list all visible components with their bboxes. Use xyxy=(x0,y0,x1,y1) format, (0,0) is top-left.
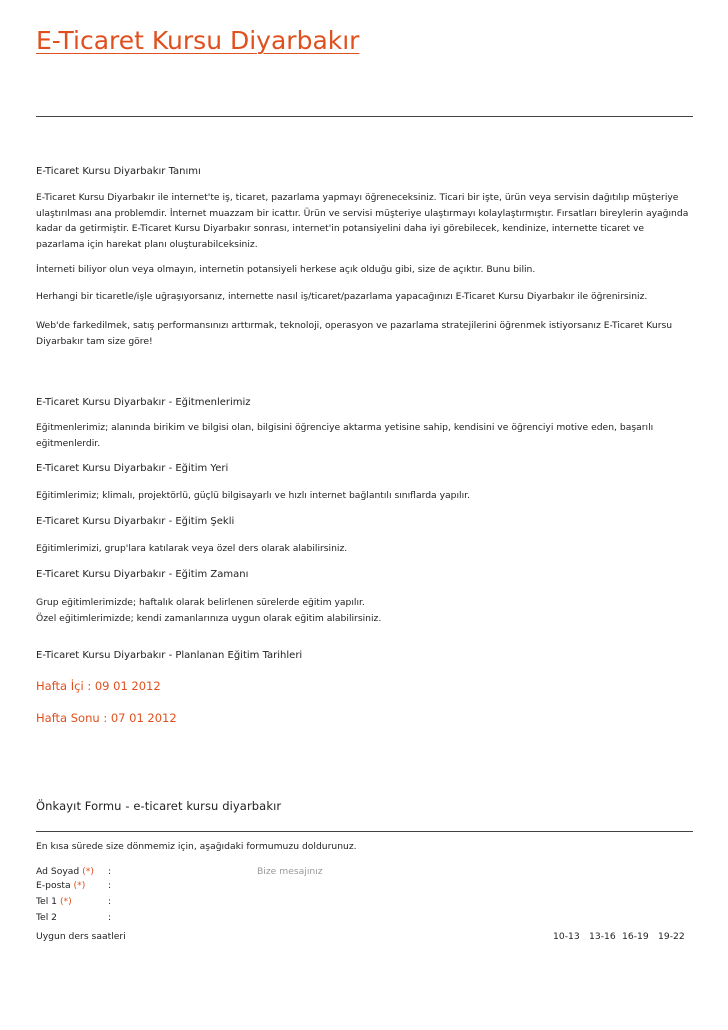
egitmen-paragraph xyxy=(36,420,696,451)
web-line-1: Web'de farkedilmek, satış performansınızı arttırmak, teknoloji, operasyon ve pazarlama stratejilerini öğrenmek istiyorsanız E-Ticaret Kursu xyxy=(36,320,673,331)
egitmen-heading: E-Ticaret Kursu Diyarbakır - Eğitmenlerimiz xyxy=(36,397,251,408)
top-divider xyxy=(36,116,693,117)
tel2-colon: : xyxy=(108,912,112,923)
name-label: Ad Soyad xyxy=(36,866,80,877)
form-title: Önkayıt Formu - e-ticaret kursu diyarbakır xyxy=(36,799,282,813)
tel1-label: Tel 1 xyxy=(36,896,58,907)
email-label: E-posta xyxy=(36,880,71,891)
yer-heading: E-Ticaret Kursu Diyarbakır - Eğitim Yeri xyxy=(36,463,229,474)
zaman-paragraph xyxy=(36,595,696,626)
tanim-paragraph xyxy=(36,190,696,252)
tanim-line-1: E-Ticaret Kursu Diyarbakır ile internet'te iş, ticaret, pazarlama yapmayı öğreneceksiniz. Ticari bir işte, ürün veya servisin dağıtılıp müşteriye xyxy=(36,192,679,203)
egitmen-line-1: Eğitmenlerimiz; alanında birikim ve bilgisi olan, bilgisini öğrenciye aktarma yetisine sahip, kendisini ve öğrenciyi motive eden, başarılı xyxy=(36,422,654,433)
ticaret-paragraph: Herhangi bir ticaretle/işle uğraşıyorsanız, internette nasıl iş/ticaret/pazarlama yapacağınızı E-Ticaret Kursu Diyarbakır ile öğrenirsiniz. xyxy=(36,291,648,302)
web-line-2: Diyarbakır tam size göre! xyxy=(36,335,153,347)
hour-option-19-22[interactable]: 19-22 xyxy=(658,931,685,942)
tel2-label: Tel 2 xyxy=(36,912,58,923)
hour-option-10-13[interactable]: 10-13 xyxy=(553,931,580,942)
tel1-label-row xyxy=(36,896,72,907)
sekil-paragraph: Eğitimlerimizi, grup'lara katılarak veya özel ders olarak alabilirsiniz. xyxy=(36,543,348,554)
tarih-heading: E-Ticaret Kursu Diyarbakır - Planlanan Eğitim Tarihleri xyxy=(36,650,303,661)
email-colon: : xyxy=(108,880,112,891)
name-label-row xyxy=(36,866,94,877)
tel1-required-mark: (*) xyxy=(59,896,72,907)
yer-paragraph: Eğitimlerimiz; klimalı, projektörlü, güçlü bilgisayarlı ve hızlı internet bağlantılı sınıflarda yapılır. xyxy=(36,490,470,501)
tanim-line-3: kadar da getirmiştir. E-Ticaret Kursu Diyarbakır sonrası, internet'in potansiyelini daha iyi görebilecek, kendinize, internette ticaret ve xyxy=(36,223,645,234)
tanim-heading: E-Ticaret Kursu Diyarbakır Tanımı xyxy=(36,166,201,177)
zaman-line-2: Özel eğitimlerimizde; kendi zamanlarınıza uygun olarak eğitim alabilirsiniz. xyxy=(36,612,382,624)
form-intro: En kısa sürede size dönmemiz için, aşağıdaki formumuzu doldurunuz. xyxy=(36,841,357,852)
email-label-row xyxy=(36,880,85,891)
hours-label: Uygun ders saatleri xyxy=(36,931,126,942)
hafta-ici-date: Hafta İçi : 09 01 2012 xyxy=(36,679,161,693)
sekil-heading: E-Ticaret Kursu Diyarbakır - Eğitim Şekli xyxy=(36,516,235,527)
tanim-line-2: ulaştırılması ana problemdir. İnternet muazzam bir icattır. Ürün ve servisi müşteriye ulaştırmayı kolaylaştırmıştır. Fırsatları bireylerin ayağında xyxy=(36,207,689,219)
form-divider xyxy=(36,831,693,832)
name-colon: : xyxy=(108,866,112,877)
hour-option-16-19[interactable]: 16-19 xyxy=(622,931,649,942)
hour-option-13-16[interactable]: 13-16 xyxy=(589,931,616,942)
message-placeholder[interactable]: Bize mesajınız xyxy=(257,866,323,877)
hafta-sonu-date: Hafta Sonu : 07 01 2012 xyxy=(36,711,177,725)
name-required-mark: (*) xyxy=(82,866,94,877)
tanim-line-4: pazarlama için harekat planı oluşturabilceksiniz. xyxy=(36,238,258,250)
web-paragraph xyxy=(36,318,696,349)
email-required-mark: (*) xyxy=(73,880,86,891)
egitmen-line-2: eğitmenlerdir. xyxy=(36,437,101,449)
tel2-label-row xyxy=(36,912,57,923)
page-title: E-Ticaret Kursu Diyarbakır xyxy=(36,26,360,55)
zaman-line-1: Grup eğitimlerimizde; haftalık olarak belirlenen sürelerde eğitim yapılır. xyxy=(36,597,365,608)
zaman-heading: E-Ticaret Kursu Diyarbakır - Eğitim Zamanı xyxy=(36,569,249,580)
tel1-colon: : xyxy=(108,896,112,907)
potansiyel-paragraph: İnterneti biliyor olun veya olmayın, internetin potansiyeli herkese açık olduğu gibi, size de açıktır. Bunu bilin. xyxy=(36,264,536,275)
